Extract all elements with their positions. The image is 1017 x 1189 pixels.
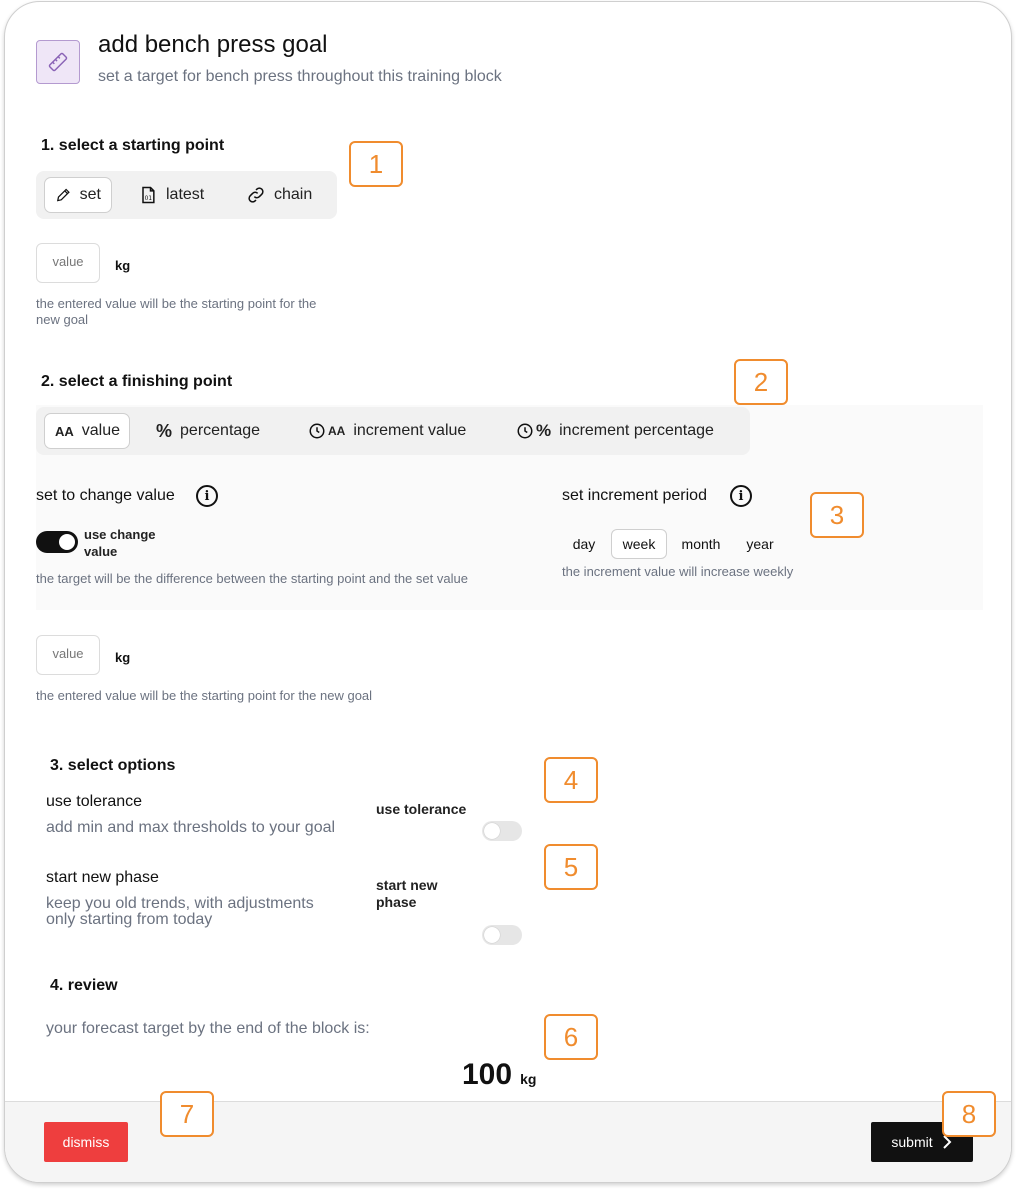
starting-value-hint: the entered value will be the starting point for the new goal [36, 296, 317, 327]
starting-value-unit: kg [115, 258, 131, 273]
new-phase-label: start new phase [46, 869, 159, 886]
new-phase-toggle[interactable] [482, 925, 522, 945]
callout-8: 8 [942, 1091, 996, 1137]
finish-option-increment-value[interactable] [298, 413, 488, 449]
start-option-set[interactable] [44, 177, 112, 213]
section-4-title: 4. review [50, 977, 118, 994]
clock-text-icon: AA [308, 422, 345, 440]
finish-option-increment-percentage-label: increment percentage [559, 422, 714, 439]
increment-period-title: set increment period [562, 487, 707, 504]
period-month[interactable]: month [681, 536, 721, 552]
latest-file-icon [138, 185, 158, 205]
finishing-point-segmented-control [36, 407, 750, 455]
finish-option-increment-percentage[interactable] [506, 413, 736, 449]
tolerance-label: use tolerance [46, 793, 143, 810]
clock-percent-icon: % [516, 421, 551, 441]
forecast-text: your forecast target by the end of the block is: [46, 1020, 370, 1037]
finish-option-value-label: value [81, 422, 121, 439]
callout-6: 6 [544, 1014, 598, 1060]
link-icon [246, 185, 266, 205]
submit-label: submit [891, 1134, 933, 1150]
change-value-info-icon[interactable]: i [196, 485, 218, 507]
percent-icon: % [156, 420, 173, 441]
dismiss-button[interactable]: dismiss [44, 1122, 128, 1162]
finish-option-percentage[interactable] [146, 413, 276, 449]
forecast-target [462, 1058, 536, 1092]
starting-value-input[interactable]: value [36, 243, 100, 283]
finish-option-value[interactable] [44, 413, 130, 449]
tolerance-toggle[interactable] [482, 821, 522, 841]
text-size-icon: AA [55, 423, 74, 439]
callout-2: 2 [734, 359, 788, 405]
increment-period-hint: the increment value will increase weekly [562, 564, 794, 579]
increment-period-selector [562, 529, 787, 559]
section-3-title: 3. select options [50, 757, 176, 774]
start-option-latest[interactable] [128, 177, 216, 213]
section-2-title: 2. select a finishing point [41, 373, 233, 390]
chevron-right-icon [941, 1135, 953, 1149]
callout-4: 4 [544, 757, 598, 803]
period-year[interactable]: year [746, 536, 774, 552]
new-phase-toggle-label: start new phase [376, 877, 438, 910]
period-week[interactable]: week [611, 529, 667, 559]
start-option-chain[interactable] [236, 177, 326, 213]
change-value-title: set to change value [36, 487, 175, 504]
tolerance-hint: add min and max thresholds to your goal [46, 819, 336, 836]
starting-point-segmented-control [36, 171, 337, 219]
increment-period-info-icon[interactable]: i [730, 485, 752, 507]
finishing-value-hint: the entered value will be the starting point for the new goal [36, 688, 373, 703]
callout-1: 1 [349, 141, 403, 187]
new-phase-hint: keep you old trends, with adjustments only starting from today [46, 895, 314, 928]
use-change-value-label: use change value [84, 527, 156, 559]
pencil-icon [55, 185, 72, 205]
use-change-value-toggle[interactable] [36, 531, 78, 553]
callout-3: 3 [810, 492, 864, 538]
modal-title: add bench press goal [98, 31, 328, 58]
finish-option-increment-value-label: increment value [353, 422, 467, 439]
change-value-hint: the target will be the difference between the starting point and the set value [36, 571, 468, 586]
callout-7: 7 [160, 1091, 214, 1137]
modal-subtitle: set a target for bench press throughout this training block [98, 68, 502, 85]
svg-text:01: 01 [144, 196, 153, 202]
start-option-chain-label: chain [274, 186, 313, 203]
add-goal-modal [4, 1, 1012, 1183]
section-1-title: 1. select a starting point [41, 137, 225, 154]
tolerance-toggle-label: use tolerance [376, 801, 467, 817]
forecast-unit: kg [520, 1071, 537, 1087]
ruler-icon [36, 40, 80, 84]
modal-footer [5, 1101, 1012, 1183]
finish-option-percentage-label: percentage [180, 422, 261, 439]
start-option-latest-label: latest [166, 186, 205, 203]
finishing-value-unit: kg [115, 650, 131, 665]
forecast-value: 100 [462, 1058, 513, 1091]
period-day[interactable]: day [572, 536, 596, 552]
callout-5: 5 [544, 844, 598, 890]
finishing-value-input[interactable]: value [36, 635, 100, 675]
start-option-set-label: set [79, 186, 101, 203]
